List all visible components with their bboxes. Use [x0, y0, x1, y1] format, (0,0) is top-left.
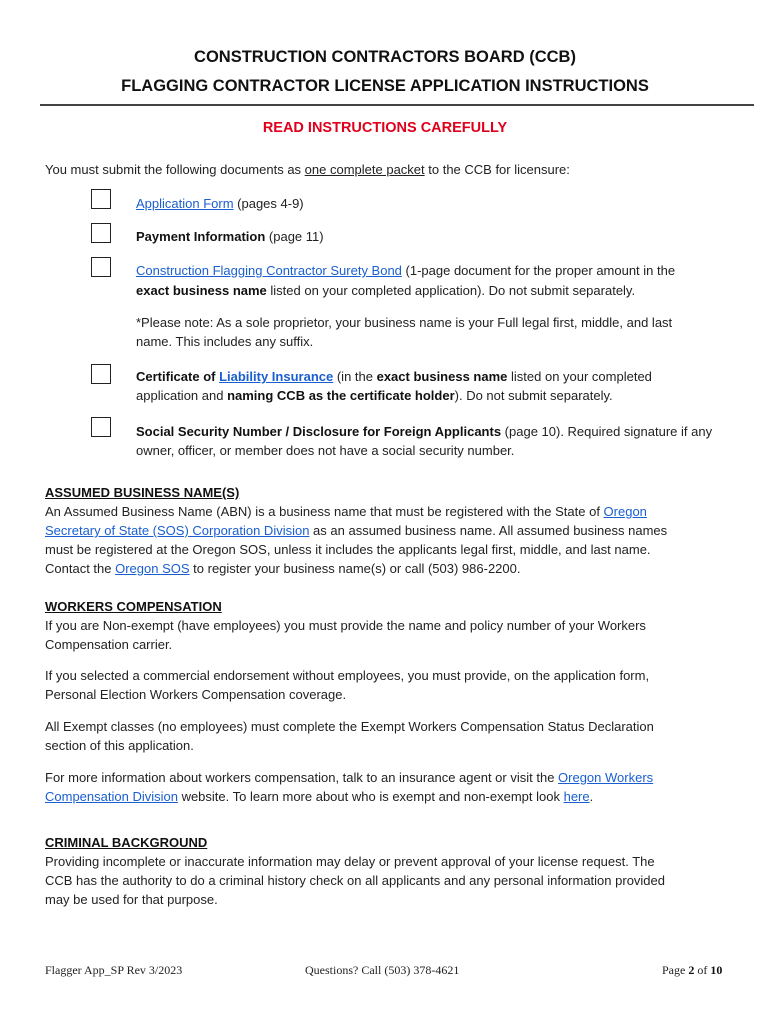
abn-line2: Secretary of State (SOS) Corporation Division as an assumed business name. All assumed business names — [45, 523, 668, 538]
item-liability-insurance-line2: application and naming CCB as the certificate holder). Do not submit separately. — [136, 388, 613, 403]
sole-proprietor-note-line1: *Please note: As a sole proprietor, your business name is your Full legal first, middle, and last — [136, 315, 673, 330]
document-title: CONSTRUCTION CONTRACTORS BOARD (CCB) — [194, 48, 576, 66]
workers-comp-p2-line2: Personal Election Workers Compensation coverage. — [45, 687, 347, 702]
abn-line4: Contact the Oregon SOS to register your business name(s) or call (503) 986-2200. — [45, 561, 521, 576]
liability-insurance-link[interactable]: Liability Insurance — [219, 369, 334, 384]
abn-line1: An Assumed Business Name (ABN) is a business name that must be registered with the State of Oregon — [45, 504, 647, 519]
workers-comp-p1-line2: Compensation carrier. — [45, 637, 173, 652]
item-payment-information: Payment Information (page 11) — [136, 229, 324, 244]
item-surety-bond: Construction Flagging Contractor Surety Bond (1-page document for the proper amount in the — [136, 263, 676, 278]
checkbox-surety-bond[interactable] — [91, 257, 111, 277]
workers-comp-p3-line2: section of this application. — [45, 738, 194, 753]
workers-comp-p4-line2: Compensation Division website. To learn more about who is exempt and non-exempt look here. — [45, 789, 594, 804]
workers-comp-p4-line1: For more information about workers compensation, talk to an insurance agent or visit the Oregon Workers — [45, 770, 654, 785]
item-ssn-disclosure: Social Security Number / Disclosure for Foreign Applicants (page 10). Required signature if any — [136, 424, 713, 439]
header-divider — [40, 104, 754, 106]
intro-text: You must submit the following documents as one complete packet to the CCB for licensure: — [45, 162, 570, 177]
item-surety-bond-line2: exact business name listed on your completed application). Do not submit separately. — [136, 283, 636, 298]
item-ssn-disclosure-line2: owner, officer, or member does not have a social security number. — [136, 443, 515, 458]
criminal-background-heading: CRIMINAL BACKGROUND — [45, 835, 208, 850]
sos-corporation-division-link[interactable]: Secretary of State (SOS) Corporation Division — [45, 523, 310, 538]
read-instructions-notice: READ INSTRUCTIONS CAREFULLY — [262, 120, 508, 136]
checkbox-ssn-disclosure[interactable] — [91, 417, 111, 437]
exempt-info-here-link[interactable]: here — [563, 789, 590, 804]
surety-bond-link[interactable]: Construction Flagging Contractor Surety Bond — [136, 263, 402, 278]
item-application-form: Application Form (pages 4-9) — [136, 196, 304, 211]
workers-comp-heading: WORKERS COMPENSATION — [45, 599, 222, 614]
checkbox-application-form[interactable] — [91, 189, 111, 209]
abn-line3: must be registered at the Oregon SOS, unless it includes the applicants legal first, middle, and last name. — [45, 542, 651, 557]
sole-proprietor-note-line2: name. This includes any suffix. — [136, 334, 314, 349]
checkbox-liability-insurance[interactable] — [91, 364, 111, 384]
oregon-sos-division-link[interactable]: Oregon — [603, 504, 647, 519]
criminal-line3: may be used for that purpose. — [45, 892, 218, 907]
oregon-sos-link[interactable]: Oregon SOS — [115, 561, 190, 576]
criminal-line1: Providing incomplete or inaccurate information may delay or prevent approval of your license request. The — [45, 854, 655, 869]
footer-page-number: Page 2 of 10 — [662, 963, 723, 977]
footer-revision: Flagger App_SP Rev 3/2023 — [45, 963, 183, 977]
application-form-link[interactable]: Application Form — [136, 196, 234, 211]
workers-comp-p2-line1: If you selected a commercial endorsement without employees, you must provide, on the application form, — [45, 668, 650, 683]
workers-comp-p3-line1: All Exempt classes (no employees) must complete the Exempt Workers Compensation Status Declaration — [45, 719, 654, 734]
document-subtitle: FLAGGING CONTRACTOR LICENSE APPLICATION INSTRUCTIONS — [121, 77, 649, 95]
intro-underlined: one complete packet — [304, 162, 425, 177]
item-liability-insurance: Certificate of Liability Insurance (in the exact business name listed on your completed — [136, 369, 652, 384]
compensation-division-link[interactable]: Compensation Division — [45, 789, 178, 804]
workers-comp-p1-line1: If you are Non-exempt (have employees) you must provide the name and policy number of your Workers — [45, 618, 646, 633]
footer-questions-phone: Questions? Call (503) 378-4621 — [305, 963, 460, 977]
abn-heading: ASSUMED BUSINESS NAME(S) — [45, 485, 240, 500]
checkbox-payment-information[interactable] — [91, 223, 111, 243]
oregon-workers-comp-link[interactable]: Oregon Workers — [558, 770, 654, 785]
criminal-line2: CCB has the authority to do a criminal history check on all applicants and any personal information provided — [45, 873, 666, 888]
